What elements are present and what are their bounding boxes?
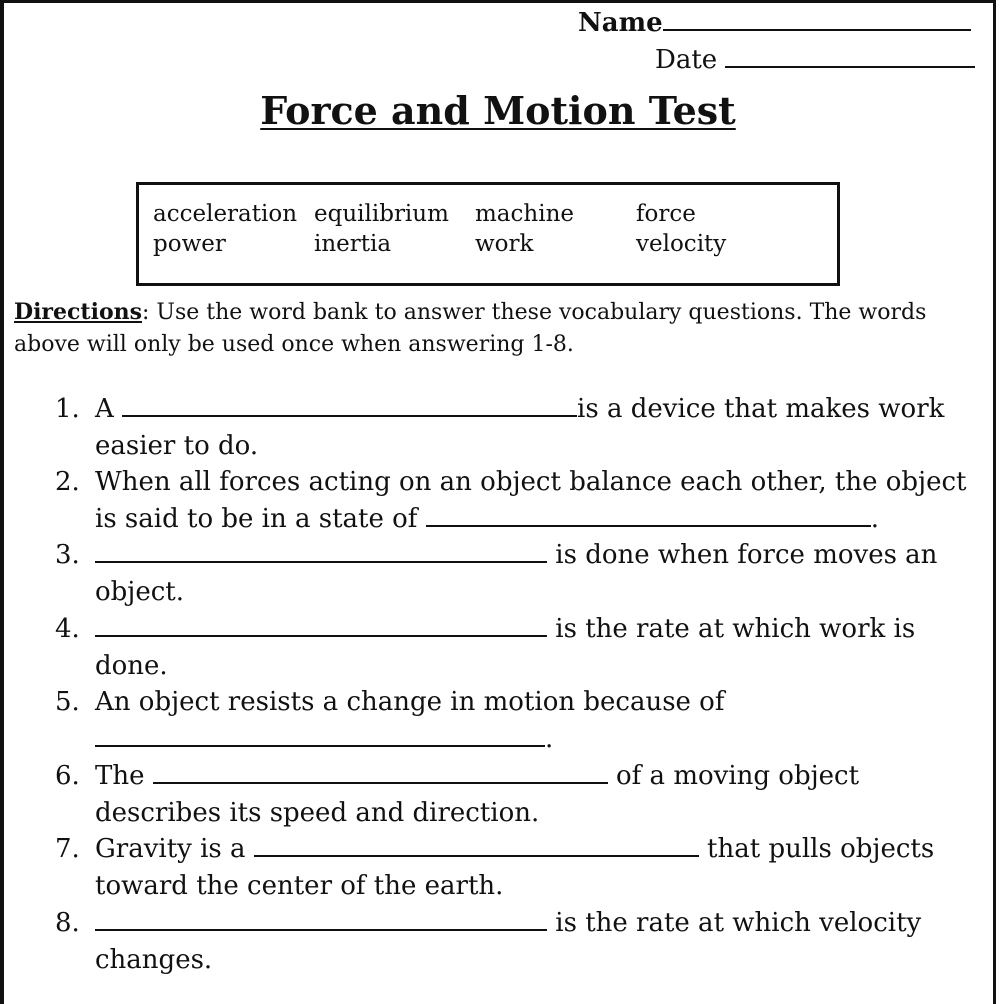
question-continuation: object. [95,577,185,607]
question-text: is the rate at which velocity [547,908,922,938]
answer-blank[interactable] [95,537,547,563]
name-label: Name [578,8,663,38]
question-number: 4. [55,614,80,644]
question-continuation: changes. [95,945,213,975]
page-title [0,88,996,133]
question-number: 7. [55,834,80,864]
question-text: The [95,761,153,791]
question-text: An object resists a change in motion because of [95,687,725,717]
word-bank [136,182,840,286]
answer-blank[interactable] [95,721,545,747]
question-continuation: toward the center of the earth. [95,871,504,901]
question-number: 5. [55,687,80,717]
name-blank[interactable] [663,29,971,31]
question-text: is done when force moves an [547,540,938,570]
answer-blank[interactable] [122,391,577,417]
word-bank-item: power [153,231,226,257]
answer-blank[interactable] [95,905,547,931]
question-text: . [545,724,554,754]
word-bank-item: machine [475,201,574,227]
directions-label: Directions [14,299,142,325]
question-text: . [870,504,879,534]
question-number: 6. [55,761,80,791]
word-bank-item: force [636,201,696,227]
question-text: When all forces acting on an object balance each other, the object [95,467,967,497]
word-bank-item: work [475,231,534,257]
answer-blank[interactable] [153,758,608,784]
question-number: 3. [55,540,80,570]
question-text: is the rate at which work is [547,614,916,644]
question-continuation: easier to do. [95,431,259,461]
answer-blank[interactable] [254,831,699,857]
date-line [655,45,975,75]
question-continuation: done. [95,651,168,681]
question-number: 2. [55,467,80,497]
date-blank[interactable] [725,66,975,68]
question-continuation: describes its speed and direction. [95,798,540,828]
answer-blank[interactable] [426,501,871,527]
title-text: Force and Motion Test [260,88,736,133]
name-line [578,8,971,38]
question-text: is said to be in a state of [95,504,426,534]
directions [14,296,974,361]
question-text: of a moving object [607,761,860,791]
word-bank-item: equilibrium [314,201,449,227]
question-text: A [95,394,123,424]
question-number: 1. [55,394,80,424]
word-bank-item: acceleration [153,201,298,227]
question-text: that pulls objects [698,834,935,864]
question-number: 8. [55,908,80,938]
word-bank-item: inertia [314,231,392,257]
directions-text: : Use the word bank to answer these vocabulary questions. The words above will only be used once when answering 1-8. [14,300,927,357]
answer-blank[interactable] [95,611,547,637]
date-label: Date [655,45,718,75]
question-text: Gravity is a [95,834,254,864]
left-edge [0,0,4,1004]
word-bank-item: velocity [636,231,727,257]
question-text: is a device that makes work [577,394,945,424]
